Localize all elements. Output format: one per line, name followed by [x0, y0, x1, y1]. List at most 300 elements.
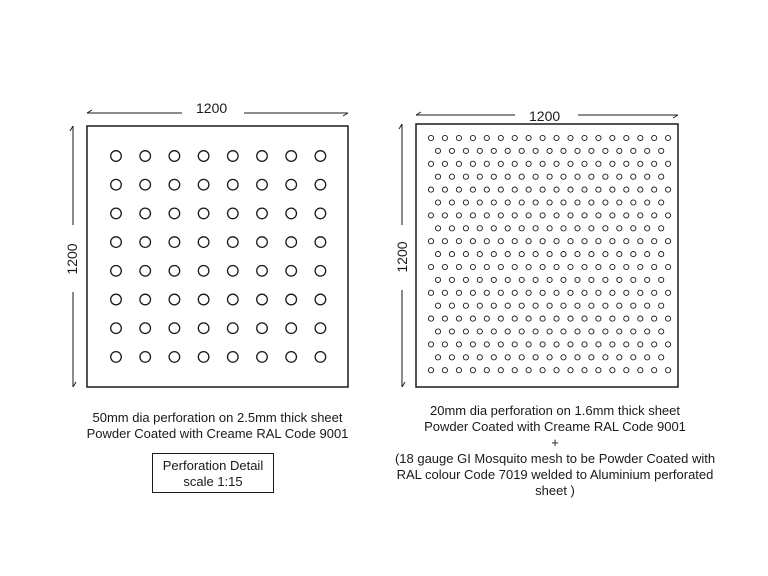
perforation-hole [603, 200, 608, 205]
perforation-hole [498, 290, 503, 295]
perforation-hole [169, 151, 180, 162]
perforation-hole [286, 266, 297, 277]
perforation-hole [442, 342, 447, 347]
perforation-hole [198, 208, 209, 219]
perforation-hole [659, 148, 664, 153]
perforation-hole [666, 187, 671, 192]
perforation-hole [257, 294, 268, 305]
perforation-hole [435, 329, 440, 334]
perforation-hole [666, 316, 671, 321]
perforation-hole [645, 174, 650, 179]
perforation-hole [631, 174, 636, 179]
perforation-hole [512, 135, 517, 140]
perforation-hole [589, 355, 594, 360]
perforation-hole [169, 323, 180, 334]
perforation-hole [652, 213, 657, 218]
perforation-hole [428, 239, 433, 244]
perforation-hole [554, 161, 559, 166]
perforation-hole [140, 179, 151, 190]
perforation-hole [582, 161, 587, 166]
perforation-hole [540, 368, 545, 373]
perforation-hole [659, 174, 664, 179]
perforation-hole [554, 264, 559, 269]
perforation-hole [315, 237, 326, 248]
perforation-hole [575, 200, 580, 205]
perforation-hole [540, 316, 545, 321]
perforation-hole [435, 200, 440, 205]
perforation-hole [257, 151, 268, 162]
perforation-hole [582, 290, 587, 295]
perforation-hole [645, 226, 650, 231]
perforation-hole [428, 342, 433, 347]
perforation-hole [554, 290, 559, 295]
perforation-hole [449, 174, 454, 179]
perforation-hole [198, 179, 209, 190]
perforation-hole [456, 213, 461, 218]
perforation-hole [533, 148, 538, 153]
perforation-hole [568, 316, 573, 321]
perforation-hole [228, 352, 239, 363]
perforation-hole [533, 200, 538, 205]
perforation-hole [547, 355, 552, 360]
perforation-hole [257, 208, 268, 219]
perforation-hole [547, 200, 552, 205]
perforation-hole [519, 174, 524, 179]
perforation-hole [111, 208, 122, 219]
perforation-hole [140, 208, 151, 219]
perforation-hole [484, 342, 489, 347]
perforation-hole [257, 179, 268, 190]
perforation-hole [140, 352, 151, 363]
perforation-hole [498, 135, 503, 140]
perforation-hole [491, 148, 496, 153]
perforation-hole [470, 342, 475, 347]
perforation-hole [533, 226, 538, 231]
perforation-hole [589, 329, 594, 334]
perforation-hole [624, 161, 629, 166]
perforation-hole [435, 303, 440, 308]
perforation-hole [596, 161, 601, 166]
perforation-hole [575, 329, 580, 334]
perforation-hole [315, 151, 326, 162]
perforation-hole [512, 161, 517, 166]
perforation-hole [505, 174, 510, 179]
perforation-hole [519, 148, 524, 153]
perforation-hole [533, 329, 538, 334]
perforation-hole [228, 151, 239, 162]
perforation-hole [428, 213, 433, 218]
perforation-hole [596, 342, 601, 347]
perforation-hole [526, 239, 531, 244]
perforation-hole [589, 252, 594, 257]
perforation-hole [519, 303, 524, 308]
perforation-hole [491, 277, 496, 282]
perforation-hole [463, 226, 468, 231]
perforation-holes-right [428, 135, 670, 372]
perforation-hole [491, 355, 496, 360]
perforation-hole [540, 213, 545, 218]
perforation-hole [456, 187, 461, 192]
perforation-hole [575, 174, 580, 179]
perforation-hole [477, 226, 482, 231]
perforation-hole [603, 252, 608, 257]
perforation-hole [659, 252, 664, 257]
perforation-hole [603, 355, 608, 360]
perforation-hole [547, 226, 552, 231]
perforation-hole [666, 161, 671, 166]
perforation-hole [456, 264, 461, 269]
perforation-hole [484, 161, 489, 166]
perforation-hole [315, 294, 326, 305]
perforation-hole [540, 135, 545, 140]
perforation-hole [463, 329, 468, 334]
perforation-hole [533, 277, 538, 282]
perforation-hole [498, 316, 503, 321]
caption-left [60, 410, 375, 442]
perforation-hole [442, 187, 447, 192]
perforation-hole [519, 226, 524, 231]
perforation-hole [463, 252, 468, 257]
perforation-hole [315, 323, 326, 334]
perforation-hole [561, 226, 566, 231]
perforation-hole [652, 342, 657, 347]
perforation-hole [512, 187, 517, 192]
perforation-hole [228, 266, 239, 277]
perforation-hole [449, 303, 454, 308]
perforation-hole [603, 226, 608, 231]
perforation-hole [442, 213, 447, 218]
perforation-hole [624, 342, 629, 347]
perforation-hole [315, 208, 326, 219]
perforation-hole [561, 148, 566, 153]
perforation-hole [638, 135, 643, 140]
perforation-hole [547, 303, 552, 308]
perforation-hole [659, 303, 664, 308]
perforation-hole [631, 148, 636, 153]
perforation-hole [257, 266, 268, 277]
perforation-hole [140, 237, 151, 248]
perforation-hole [477, 252, 482, 257]
perforation-hole [484, 264, 489, 269]
perforation-hole [631, 252, 636, 257]
perforation-hole [519, 277, 524, 282]
perforation-hole [638, 213, 643, 218]
perforation-hole [666, 264, 671, 269]
perforation-hole [198, 323, 209, 334]
perforation-holes-left [111, 151, 326, 363]
perforation-hole [456, 316, 461, 321]
perforation-hole [638, 316, 643, 321]
perforation-hole [456, 368, 461, 373]
perforation-hole [617, 252, 622, 257]
perforation-hole [449, 200, 454, 205]
perforation-hole [659, 226, 664, 231]
caption-right-line-6: sheet ) [535, 483, 575, 498]
perforation-hole [519, 200, 524, 205]
perforation-hole [666, 213, 671, 218]
perforation-hole [603, 277, 608, 282]
perforation-hole [435, 148, 440, 153]
perforation-hole [286, 237, 297, 248]
perforation-hole [470, 264, 475, 269]
perforation-hole [547, 277, 552, 282]
perforation-hole [624, 239, 629, 244]
perforation-hole [631, 355, 636, 360]
perforation-hole [449, 226, 454, 231]
perforation-hole [540, 187, 545, 192]
perforation-hole [449, 148, 454, 153]
perforation-hole [624, 213, 629, 218]
perforation-hole [631, 303, 636, 308]
perforation-hole [582, 342, 587, 347]
perforation-hole [491, 303, 496, 308]
perforation-hole [575, 226, 580, 231]
perforation-hole [498, 368, 503, 373]
perforation-hole [666, 342, 671, 347]
perforation-hole [638, 239, 643, 244]
perforation-hole [498, 264, 503, 269]
perforation-hole [463, 148, 468, 153]
perforation-hole [554, 368, 559, 373]
perforation-hole [540, 239, 545, 244]
perforation-hole [645, 329, 650, 334]
perforation-hole [198, 266, 209, 277]
perforation-hole [470, 187, 475, 192]
perforation-hole [449, 329, 454, 334]
perforation-hole [456, 135, 461, 140]
perforation-hole [568, 368, 573, 373]
perforation-hole [228, 208, 239, 219]
perforation-hole [286, 294, 297, 305]
perforation-hole [568, 264, 573, 269]
perforation-hole [505, 200, 510, 205]
perforation-hole [491, 252, 496, 257]
height-label-right: 1200 [394, 241, 410, 273]
perforation-hole [603, 148, 608, 153]
perforation-hole [533, 355, 538, 360]
perforation-hole [652, 187, 657, 192]
perforation-hole [526, 264, 531, 269]
perforation-hole [435, 174, 440, 179]
perforation-hole [582, 135, 587, 140]
perforation-hole [169, 237, 180, 248]
perforation-hole [568, 187, 573, 192]
perforation-hole [596, 213, 601, 218]
perforation-hole [477, 355, 482, 360]
perforation-hole [315, 352, 326, 363]
perforation-hole [638, 161, 643, 166]
perforation-hole [568, 239, 573, 244]
perforation-hole [617, 277, 622, 282]
perforation-hole [561, 252, 566, 257]
perforation-hole [435, 226, 440, 231]
perforation-hole [617, 303, 622, 308]
perforation-hole [470, 368, 475, 373]
perforation-hole [456, 239, 461, 244]
perforation-hole [470, 316, 475, 321]
perforation-hole [554, 213, 559, 218]
perforation-hole [228, 323, 239, 334]
perforation-hole [449, 355, 454, 360]
perforation-hole [568, 213, 573, 218]
perforation-hole [428, 161, 433, 166]
perforation-hole [652, 316, 657, 321]
perforation-hole [169, 352, 180, 363]
perforation-hole [477, 200, 482, 205]
perforation-hole [645, 148, 650, 153]
perforation-hole [512, 239, 517, 244]
perforation-hole [140, 151, 151, 162]
perforation-hole [463, 303, 468, 308]
perforation-hole [111, 294, 122, 305]
perforation-hole [533, 174, 538, 179]
perforation-hole [428, 264, 433, 269]
perforation-hole [561, 329, 566, 334]
perforation-hole [519, 355, 524, 360]
perforation-hole [198, 151, 209, 162]
perforation-hole [610, 316, 615, 321]
perforation-hole [198, 294, 209, 305]
perforation-hole [449, 252, 454, 257]
perforation-hole [512, 316, 517, 321]
perforation-hole [477, 277, 482, 282]
perforation-hole [198, 352, 209, 363]
perforation-hole [140, 323, 151, 334]
perforation-hole [428, 290, 433, 295]
perforation-hole [547, 252, 552, 257]
caption-right-line-5: RAL colour Code 7019 welded to Aluminium perforated [396, 467, 714, 482]
perforation-hole [561, 277, 566, 282]
perforation-hole [652, 239, 657, 244]
perforation-hole [659, 329, 664, 334]
caption-right [375, 403, 735, 499]
perforation-hole [140, 266, 151, 277]
perforation-hole [589, 200, 594, 205]
perforation-hole [575, 252, 580, 257]
perforation-hole [554, 187, 559, 192]
perforation-hole [610, 264, 615, 269]
perforation-hole [228, 237, 239, 248]
perforation-hole [456, 161, 461, 166]
perforation-hole [561, 174, 566, 179]
perforation-hole [540, 290, 545, 295]
perforation-hole [484, 290, 489, 295]
perforation-hole [435, 252, 440, 257]
perforation-hole [610, 135, 615, 140]
perforation-hole [257, 323, 268, 334]
perforation-hole [624, 316, 629, 321]
caption-left-line-2: Powder Coated with Creame RAL Code 9001 [86, 426, 349, 441]
perforation-hole [589, 174, 594, 179]
perforation-hole [596, 290, 601, 295]
perforation-hole [617, 200, 622, 205]
perforation-hole [463, 174, 468, 179]
perforation-hole [526, 187, 531, 192]
perforation-hole [442, 264, 447, 269]
perforation-hole [589, 303, 594, 308]
perforation-hole [463, 200, 468, 205]
perforation-hole [610, 239, 615, 244]
perforation-hole [228, 179, 239, 190]
perforation-hole [582, 213, 587, 218]
perforation-hole [526, 316, 531, 321]
perforation-hole [169, 294, 180, 305]
perforation-hole [645, 277, 650, 282]
perforation-hole [547, 174, 552, 179]
perforation-hole [610, 161, 615, 166]
perforation-hole [442, 161, 447, 166]
perforation-hole [498, 213, 503, 218]
perforation-hole [624, 264, 629, 269]
perforation-hole [526, 213, 531, 218]
perforation-hole [610, 368, 615, 373]
caption-right-line-2: Powder Coated with Creame RAL Code 9001 [424, 419, 686, 434]
perforation-hole [484, 316, 489, 321]
perforation-hole [526, 135, 531, 140]
perforation-hole [498, 187, 503, 192]
perforation-hole [477, 174, 482, 179]
perforation-hole [547, 329, 552, 334]
perforation-hole [631, 226, 636, 231]
perforation-hole [111, 151, 122, 162]
sheet-outline-left [87, 126, 348, 387]
perforation-hole [519, 329, 524, 334]
perforation-hole [624, 135, 629, 140]
perforation-hole [533, 252, 538, 257]
perforation-hole [554, 135, 559, 140]
perforation-hole [498, 161, 503, 166]
perforation-hole [428, 135, 433, 140]
perforation-hole [442, 290, 447, 295]
perforation-hole [442, 135, 447, 140]
perforation-hole [315, 179, 326, 190]
perforation-hole [449, 277, 454, 282]
perforation-hole [568, 342, 573, 347]
perforation-hole [582, 316, 587, 321]
perforation-hole [582, 187, 587, 192]
perforation-hole [624, 368, 629, 373]
perforation-hole [610, 290, 615, 295]
perforation-hole [111, 352, 122, 363]
perforation-hole [645, 355, 650, 360]
height-label-left: 1200 [64, 243, 80, 275]
perforation-hole [484, 135, 489, 140]
perforation-hole [505, 226, 510, 231]
perforation-hole [526, 342, 531, 347]
perforation-hole [526, 161, 531, 166]
perforation-hole [286, 179, 297, 190]
perforation-hole [456, 342, 461, 347]
perforation-hole [666, 290, 671, 295]
perforation-hole [512, 290, 517, 295]
perforation-hole [638, 187, 643, 192]
perforation-hole [652, 264, 657, 269]
perforation-hole [533, 303, 538, 308]
perforation-hole [512, 213, 517, 218]
perforation-hole [484, 187, 489, 192]
perforation-hole [603, 303, 608, 308]
perforation-hole [645, 303, 650, 308]
perforation-hole [111, 179, 122, 190]
perforation-hole [554, 239, 559, 244]
perforation-hole [596, 135, 601, 140]
perforation-hole [428, 187, 433, 192]
perforation-hole [484, 368, 489, 373]
perforation-hole [659, 355, 664, 360]
perforation-hole [442, 368, 447, 373]
perforation-hole [512, 342, 517, 347]
perforation-hole [463, 355, 468, 360]
